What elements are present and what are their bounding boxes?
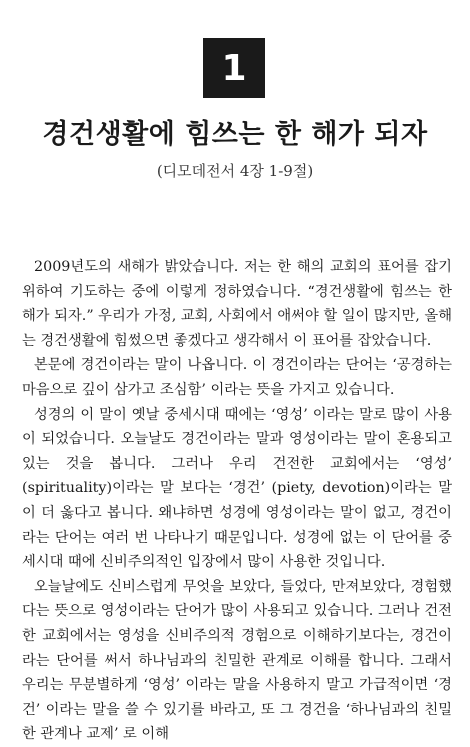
chapter-number: 1	[221, 47, 247, 89]
chapter-number-badge	[203, 38, 265, 98]
scripture-reference: (디모데전서 4장 1-9절)	[156, 162, 314, 180]
paragraph: 성경의 이 말이 옛날 중세시대 때에는 ‘영성’ 이라는 말로 많이 사용이 되었습니다. 오늘날도 경건이라는 말과 영성이라는 말이 혼용되고 있는 것을 봅니다. 그러나 우리 건전한 교회에서는 ‘영성’ (spirituality)이라는 말 보다는 ‘경건’ (piety, devotion)이라는 말이 더 옳다고 봅니다. 왜냐하면 성경에 영성이라는 말이 없고, 경건이라는 단어는 여러 번 나타나기 때문입니다. 성경에 없는 이 단어를 중세시대 때에 신비주의적인 입장에서 많이 사용한 것입니다.	[22, 406, 452, 571]
body-text	[22, 255, 452, 747]
paragraph: 본문에 경건이라는 말이 나옵니다. 이 경건이라는 단어는 ‘공경하는 마음으로 깊이 삼가고 조심함’ 이라는 뜻을 가지고 있습니다.	[22, 357, 452, 398]
chapter-title: 경건생활에 힘쓰는 한 해가 되자	[42, 119, 428, 150]
paragraph: 2009년도의 새해가 밝았습니다. 저는 한 해의 교회의 표어를 잡기 위하여 기도하는 중에 이렇게 정하였습니다. “경건생활에 힘쓰는 한 해가 되자.” 우리가 가정, 교회, 사회에서 애써야 할 일이 많지만, 올해는 경건생활에 힘썼으면 좋겠다고 생각해서 이 표어를 잡았습니다.	[22, 259, 453, 349]
paragraph: 오늘날에도 신비스럽게 무엇을 보았다, 들었다, 만져보았다, 경험했다는 뜻으로 영성이라는 단어가 많이 사용되고 있습니다. 그러나 건전한 교회에서는 영성을 신비주의적 경험으로 이해하기보다는, 경건이라는 단어를 써서 하나님과의 친밀한 관계로 이해를 합니다. 그래서 우리는 무분별하게 ‘영성’ 이라는 말을 사용하지 말고 가급적이면 ‘경건’ 이라는 말을 쓸 수 있기를 바라고, 또 그 경건을 ‘하나님과의 친밀한 관계나 교제’ 로 이해	[22, 578, 452, 743]
